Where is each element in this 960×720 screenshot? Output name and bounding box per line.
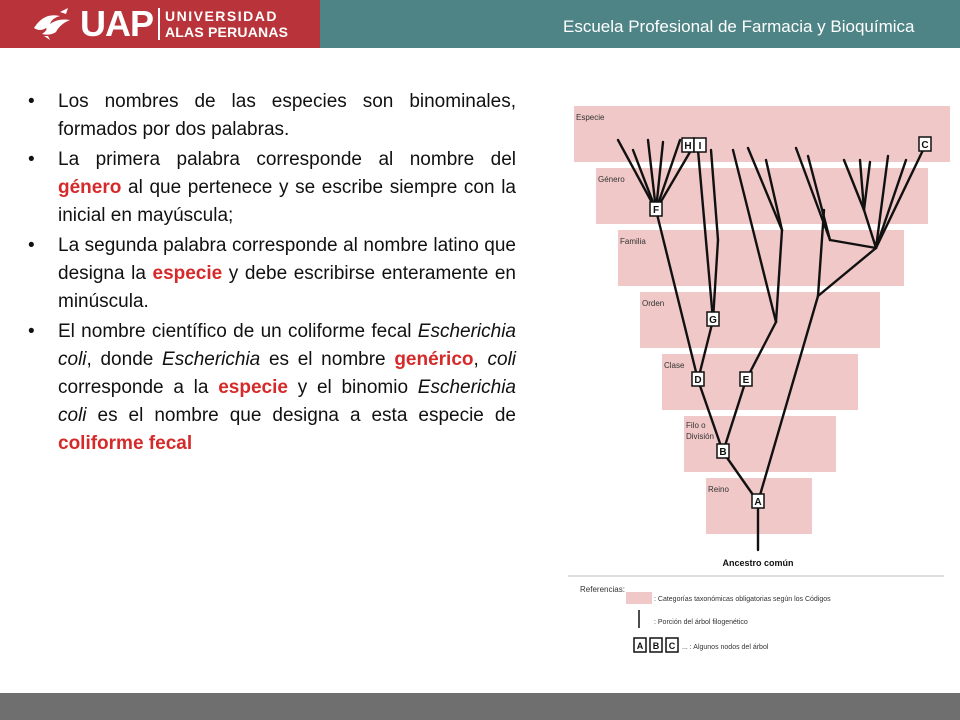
node-c [919, 137, 931, 151]
svg-text:H: H [684, 141, 692, 152]
node-f [650, 202, 662, 216]
ref-band-text: : Categorías taxonómicas obligatorias según los Códigos [654, 596, 831, 603]
taxonomic-bands [574, 106, 950, 534]
ref-nodes-text: ... : Algunos nodos del árbol [682, 644, 769, 651]
bullet-item [28, 146, 516, 230]
level-label-clase: Clase [664, 361, 685, 370]
bullet-list [28, 88, 516, 460]
svg-text:G: G [709, 315, 717, 326]
bullet-item [28, 232, 516, 316]
bullet-text: , donde [86, 349, 163, 370]
ref-band-swatch [626, 592, 652, 604]
eagle-emblem-icon [30, 6, 78, 42]
node-d [692, 372, 704, 386]
phylogenetic-tree-diagram [568, 100, 950, 660]
svg-text:I: I [698, 141, 702, 152]
level-label-filo: Filo o [686, 421, 706, 430]
highlighted-term: especie [218, 377, 288, 398]
ref-node-boxes [634, 638, 678, 652]
band-genero [596, 168, 928, 224]
references-title: Referencias: [580, 585, 625, 594]
bullet-text: y debe escribirse enteramente en minúscula. [58, 263, 516, 312]
svg-text:F: F [652, 205, 660, 216]
svg-text:C: C [921, 140, 929, 151]
bullet-text: corresponde a la [58, 377, 219, 398]
level-label-division: División [686, 432, 715, 441]
band-especie [574, 106, 950, 162]
svg-text:A: A [636, 641, 644, 651]
svg-text:E: E [742, 375, 750, 386]
node-g [707, 312, 719, 326]
level-label-genero: Género [598, 175, 625, 184]
bullet-text: es el nombre [260, 349, 395, 370]
bullet-text: , [473, 349, 488, 370]
svg-text:C: C [668, 641, 676, 651]
band-filo [684, 416, 836, 472]
node-i [694, 138, 706, 152]
node-b [717, 444, 729, 458]
italic-term: Escherichia coli [58, 321, 516, 370]
bullet-item [28, 318, 516, 458]
bullet-text: y el binomio [287, 377, 418, 398]
logo-divider [158, 8, 160, 40]
svg-text:B: B [719, 447, 727, 458]
italic-term: Escherichia coli [58, 377, 516, 426]
bullet-item [28, 88, 516, 144]
bullet-text: al que pertenece y se escribe siempre con la inicial en mayúscula; [58, 177, 516, 226]
university-logo[interactable] [0, 0, 320, 48]
italic-term: coli [487, 349, 517, 370]
svg-text:A: A [754, 497, 762, 508]
ref-line-text: : Porción del árbol filogenético [654, 619, 748, 626]
svg-text:B: B [652, 641, 660, 651]
svg-text:D: D [694, 375, 702, 386]
bullet-text: Los nombres de las especies son binominales, formados por dos palabras. [58, 91, 516, 140]
level-label-reino: Reino [708, 485, 729, 494]
bullet-text: El nombre científico de un coliforme fecal [58, 321, 418, 342]
level-label-familia: Familia [620, 237, 646, 246]
highlighted-term: género [58, 177, 122, 198]
highlighted-term: genérico [394, 349, 474, 370]
bullet-text: es el nombre que designa a esta especie de [86, 405, 516, 426]
footer-bar [0, 693, 960, 720]
highlighted-term: coliforme fecal [58, 433, 193, 454]
bullet-text: La primera palabra corresponde al nombre del [58, 149, 516, 170]
logo-universidad-text: UNIVERSIDAD [165, 8, 278, 24]
italic-term: Escherichia [162, 349, 261, 370]
level-label-orden: Orden [642, 299, 665, 308]
highlighted-term: especie [152, 263, 223, 284]
band-orden [640, 292, 880, 348]
header-bar [0, 0, 960, 48]
node-e [740, 372, 752, 386]
bullet-text: La segunda palabra corresponde al nombre latino que designa la [58, 235, 516, 284]
logo-uap-text: UAP [80, 3, 154, 44]
school-name: Escuela Profesional de Farmacia y Bioquímica [563, 17, 915, 36]
root-label: Ancestro común [722, 558, 794, 568]
node-a [752, 494, 764, 508]
logo-alas-peruanas-text: ALAS PERUANAS [165, 24, 289, 40]
level-label-especie: Especie [576, 113, 605, 122]
node-h [682, 138, 694, 152]
